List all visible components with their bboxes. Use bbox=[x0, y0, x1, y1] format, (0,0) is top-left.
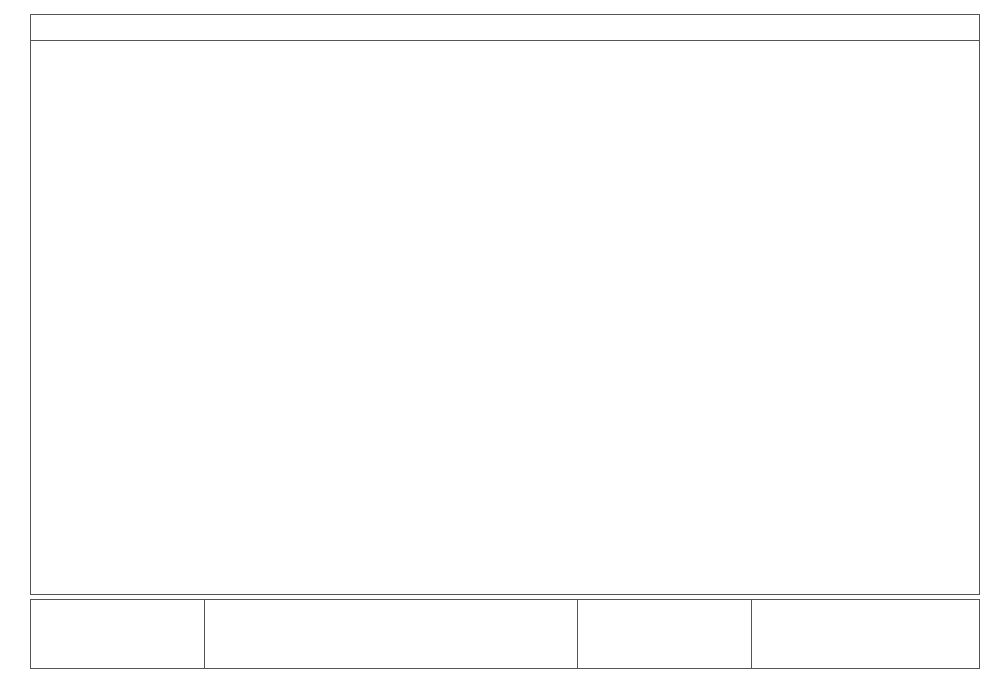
gantt-area bbox=[467, 41, 979, 594]
project-info-box bbox=[578, 599, 752, 669]
legend-box bbox=[30, 599, 205, 669]
timeline-header bbox=[467, 15, 981, 41]
footer bbox=[30, 599, 980, 669]
table-body bbox=[31, 41, 979, 594]
title-box bbox=[205, 599, 578, 669]
schedule-sheet bbox=[30, 14, 980, 595]
table-header bbox=[31, 15, 979, 41]
revision-table-box bbox=[752, 599, 980, 669]
